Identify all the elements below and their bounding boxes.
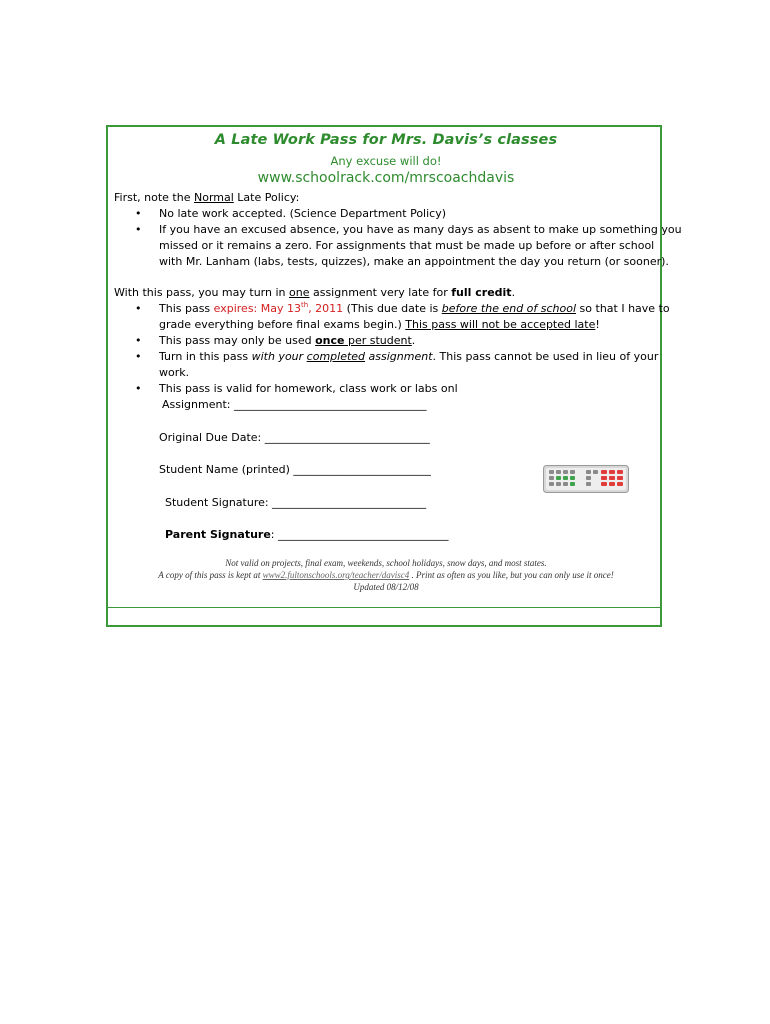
student-signature-field[interactable]: Student Signature: ____________________________ [165,496,427,509]
validity-rule: This pass is valid for homework, class work or labs onl [159,382,458,395]
assignment-field[interactable]: Assignment: ___________________________________ [162,398,427,411]
expiry-rule: This pass expires: May 13th, 2011 (This due date is before the end of school so that I have to [159,301,670,315]
policy-item-line: missed or it remains a zero. For assignments that must be made up before or after school [159,239,655,252]
bullet-icon: • [135,350,142,363]
expiry-rule-line2: grade everything before final exams begin.) This pass will not be accepted late! [159,318,600,331]
calculator-icon [543,465,629,493]
pass-title: A Late Work Pass for Mrs. Davis’s classes [214,132,558,148]
expiry-date: expires: May 13 [213,302,301,315]
frame-divider [108,607,660,608]
student-name-field[interactable]: Student Name (printed) _________________________ [159,463,431,476]
website-link[interactable]: www.schoolrack.com/mrscoachdavis [257,170,515,186]
policy-item: No late work accepted. (Science Department Policy) [159,207,447,220]
bullet-icon: • [135,207,142,220]
policy-item-line: If you have an excused absence, you have as many days as absent to make up something you [159,223,682,236]
parent-signature-field[interactable]: Parent Signature: _______________________________ [165,528,449,541]
turn-in-rule: Turn in this pass with your completed assignment. This pass cannot be used in lieu of your [159,350,659,363]
bullet-icon: • [135,302,142,315]
pass-rules-intro: With this pass, you may turn in one assignment very late for full credit. [114,286,516,299]
original-due-date-field[interactable]: Original Due Date: ______________________________ [159,431,430,444]
footer-disclaimer: Not valid on projects, final exam, weekends, school holidays, snow days, and most states. [225,558,547,568]
pass-subtitle: Any excuse will do! [330,154,442,168]
bullet-icon: • [135,334,142,347]
bullet-icon: • [135,223,142,236]
footer-updated: Updated 08/12/08 [353,582,419,592]
teacher-site-link[interactable]: www2.fultonschools.org/teacher/davisc4 [262,570,410,580]
normal-policy-intro: First, note the Normal Late Policy: [114,191,300,204]
bullet-icon: • [135,382,142,395]
footer-copy-note: A copy of this pass is kept at www2.fultonschools.org/teacher/davisc4 . Print as often as you like, but you can only use it once! [158,570,614,580]
turn-in-rule-line2: work. [159,366,190,379]
policy-item-line: with Mr. Lanham (labs, tests, quizzes), make an appointment the day you return (or sooner). [159,255,669,268]
once-rule: This pass may only be used once per student. [159,334,416,347]
late-work-pass-card [106,125,682,627]
